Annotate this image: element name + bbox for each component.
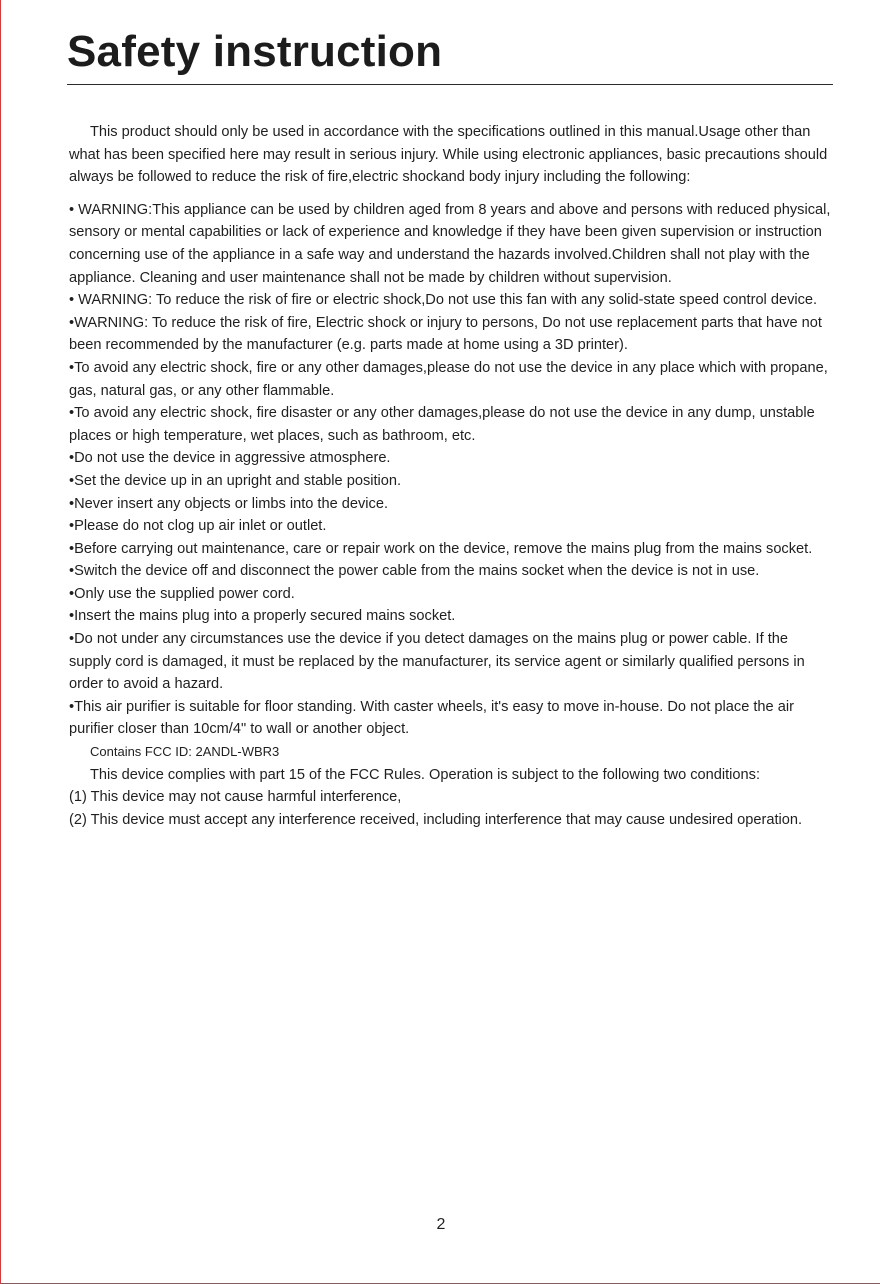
safety-item-air-inlet: •Please do not clog up air inlet or outlet. bbox=[69, 518, 327, 535]
page-title: Safety instruction bbox=[67, 27, 443, 76]
intro-paragraph: This product should only be used in accordance with the specifications outlined in this manual.Usage other than what has been specified here may result in serious injury. While using electronic appliances, basic precautions should always be followed to reduce the risk of fire,electric shockand body injury including the following: bbox=[69, 124, 828, 186]
safety-item-flammable-gas: •To avoid any electric shock, fire or any other damages,please do not use the device in any place which with propane, gas, natural gas, or any other flammable. bbox=[69, 359, 828, 399]
safety-item-maintenance: •Before carrying out maintenance, care or repair work on the device, remove the mains plug from the mains socket. bbox=[69, 540, 813, 557]
safety-item-replacement-parts: •WARNING: To reduce the risk of fire, Electric shock or injury to persons, Do not use replacement parts that have not been recommended by the manufacturer (e.g. parts made at home using a 3D printer). bbox=[69, 314, 822, 354]
fcc-condition-1: (1) This device may not cause harmful interference, bbox=[69, 789, 402, 806]
safety-item-damaged-cable: •Do not under any circumstances use the device if you detect damages on the mains plug or power cable. If the supply cord is damaged, it must be replaced by the manufacturer, its service agent or similarly qualified persons in order to avoid a hazard. bbox=[69, 631, 805, 693]
safety-item-switch-off: •Switch the device off and disconnect the power cable from the mains socket when the device is not in use. bbox=[69, 563, 760, 580]
safety-item-wet-places: •To avoid any electric shock, fire disaster or any other damages,please do not use the device in any dump, unstable places or high temperature, wet places, such as bathroom, etc. bbox=[69, 405, 815, 444]
title-divider bbox=[67, 84, 833, 85]
safety-item-speed-control: • WARNING: To reduce the risk of fire or electric shock,Do not use this fan with any solid-state speed control device. bbox=[69, 292, 818, 309]
page-number: 2 bbox=[436, 1216, 446, 1233]
safety-item-warning-children-continued: appliance. Cleaning and user maintenance shall not be made by children without supervision. bbox=[69, 269, 672, 286]
safety-item-warning-children: • WARNING:This appliance can be used by children aged from 8 years and above and persons with reduced physical, sensory or mental capabilities or lack of experience and knowledge if they have been given supervision or instruction concerning use of the appliance in a safe way and understand the hazards involved.Children shall not play with the bbox=[69, 201, 831, 263]
fcc-statement: This device complies with part 15 of the FCC Rules. Operation is subject to the following two conditions: bbox=[90, 766, 761, 783]
safety-item-insert-objects: •Never insert any objects or limbs into the device. bbox=[69, 495, 389, 512]
safety-item-stable-position: •Set the device up in an upright and stable position. bbox=[69, 472, 402, 489]
safety-item-power-cord: •Only use the supplied power cord. bbox=[69, 585, 295, 602]
fcc-id: Contains FCC ID: 2ANDL-WBR3 bbox=[90, 744, 280, 760]
safety-item-floor-standing: •This air purifier is suitable for floor standing. With caster wheels, it's easy to move in-house. Do not place the air purifier closer than 10cm/4" to wall or another object. bbox=[69, 698, 794, 738]
safety-content bbox=[69, 121, 831, 831]
safety-item-aggressive-atmosphere: •Do not use the device in aggressive atmosphere. bbox=[69, 450, 391, 467]
fcc-condition-2: (2) This device must accept any interference received, including interference that may cause undesired operation. bbox=[69, 811, 803, 828]
safety-item-mains-plug: •Insert the mains plug into a properly secured mains socket. bbox=[69, 608, 456, 625]
